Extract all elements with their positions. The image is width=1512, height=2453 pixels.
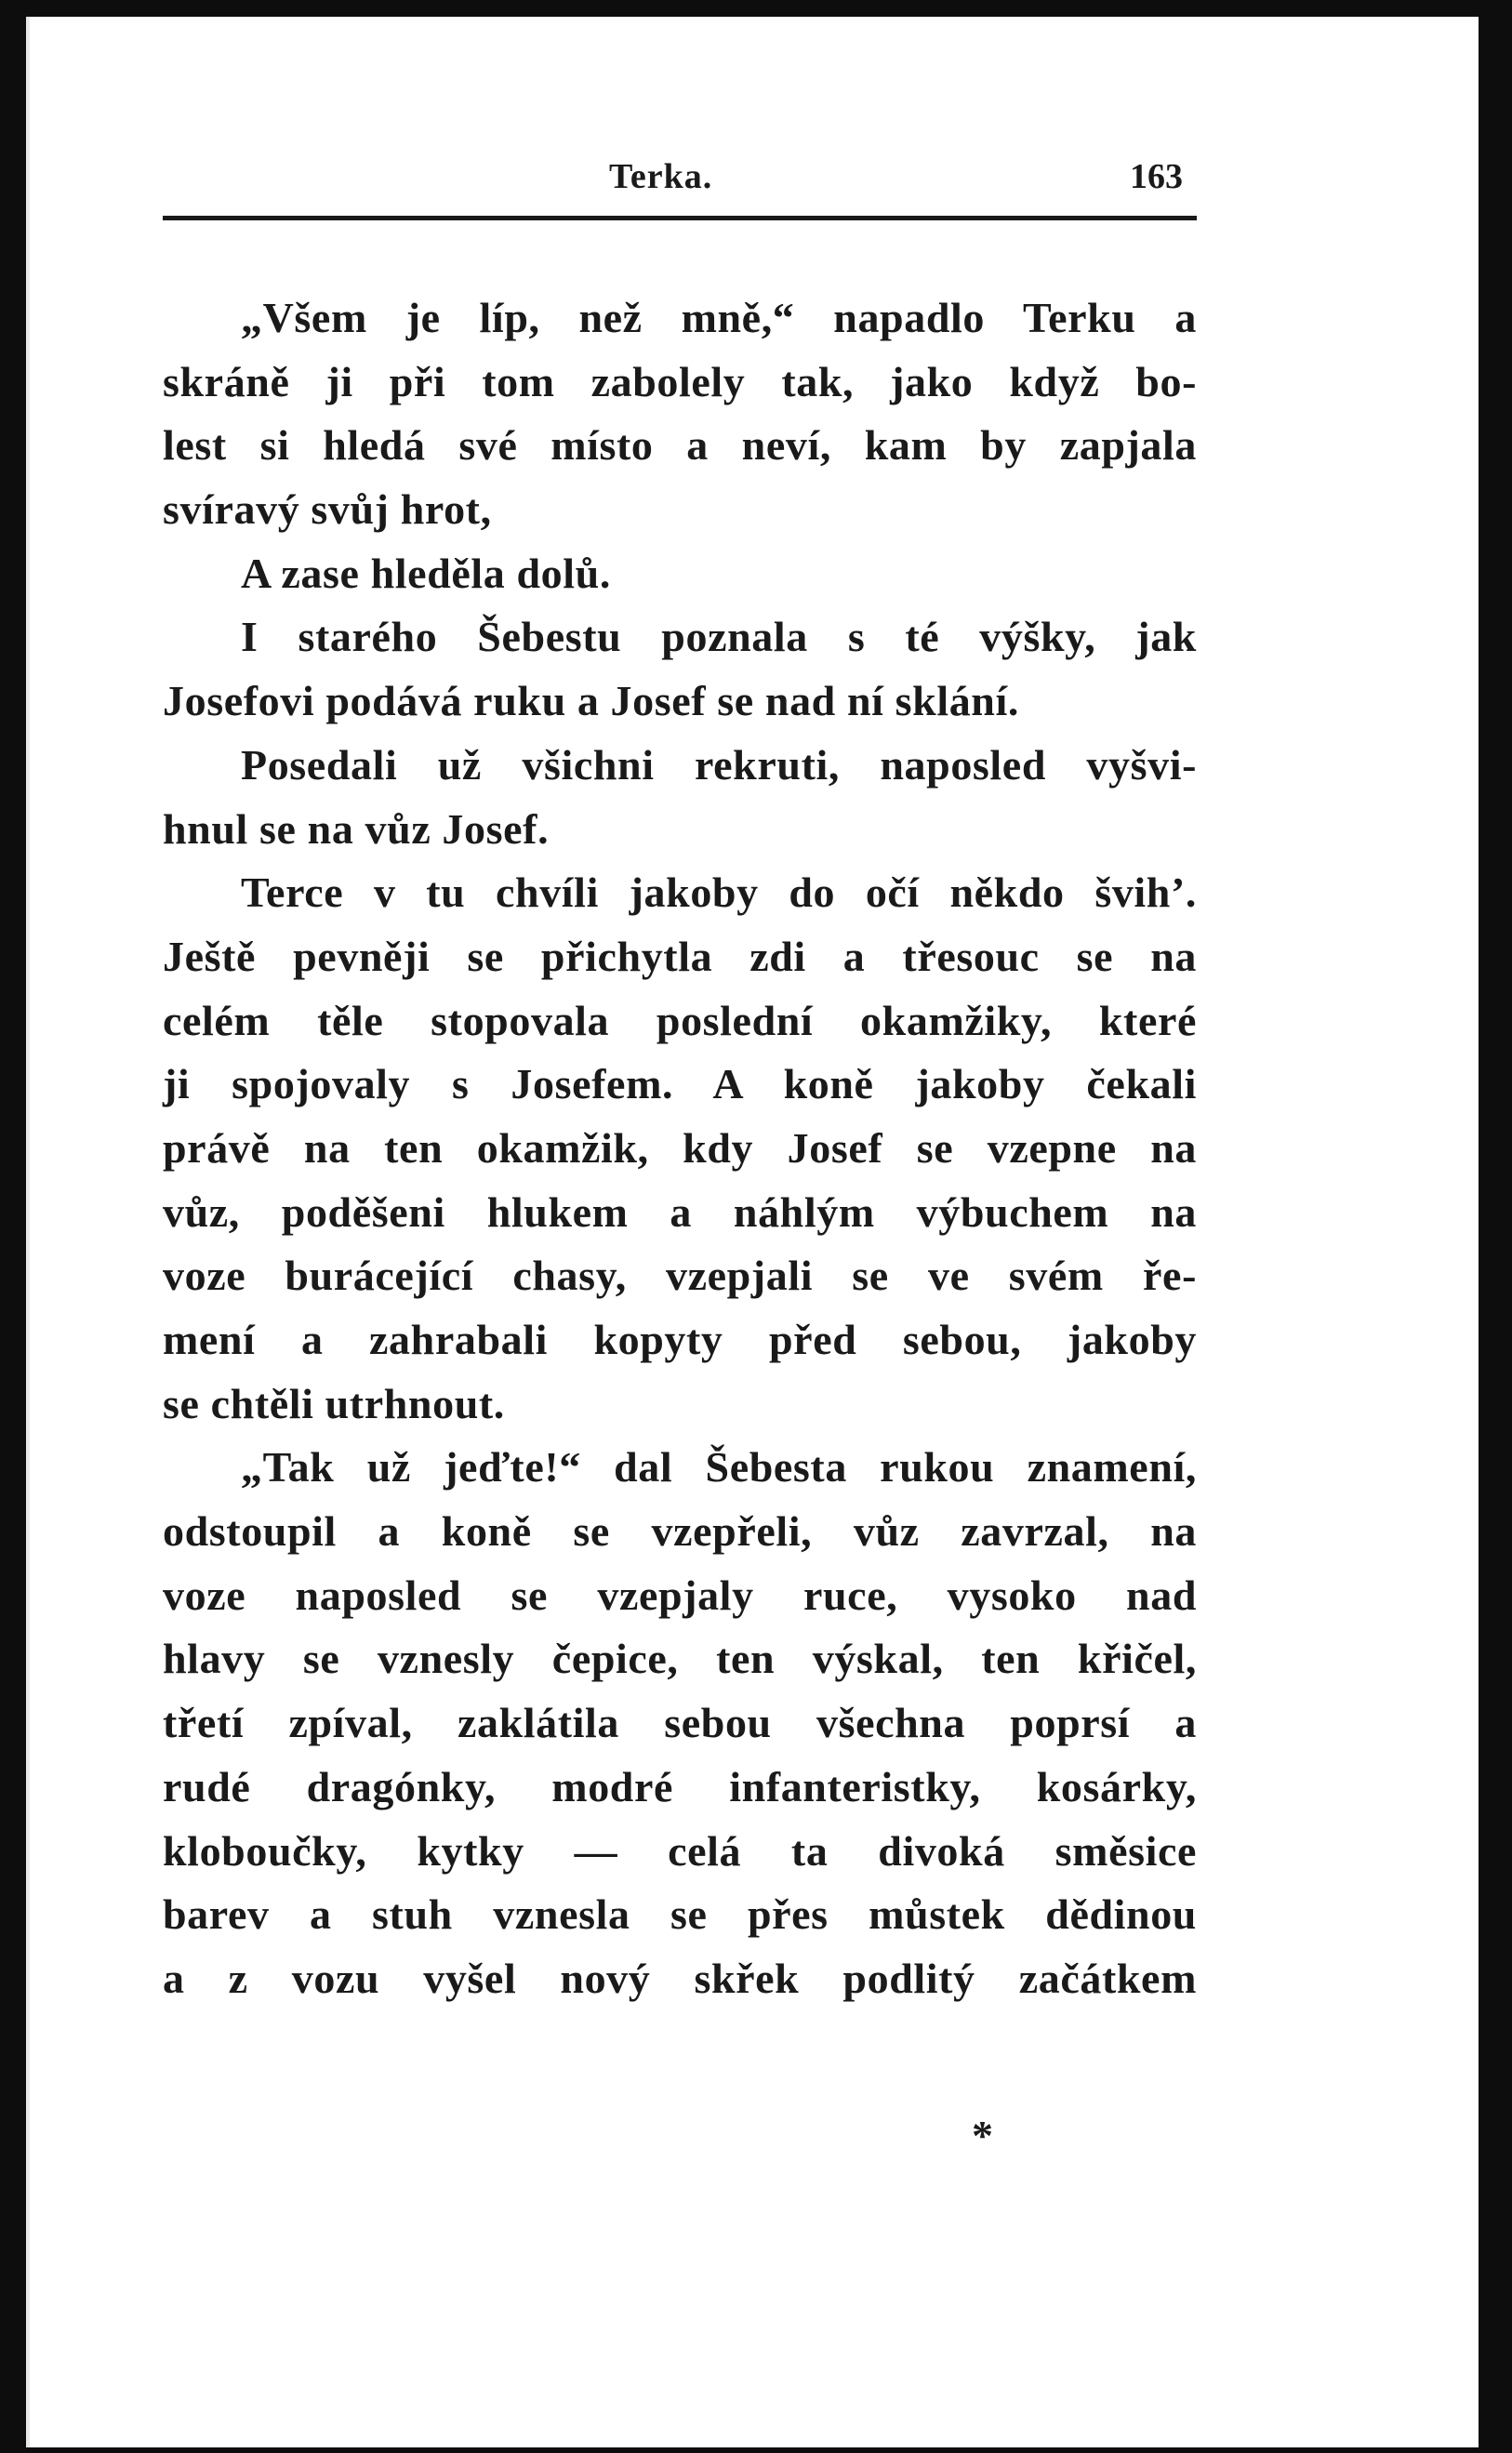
- text-line: lest si hledá své místo a neví, kam by zapjala: [163, 421, 1197, 470]
- page-edge-line: [26, 17, 30, 2453]
- text-line: právě na ten okamžik, kdy Josef se vzepne na: [163, 1123, 1197, 1172]
- signature-mark: *: [972, 2112, 993, 2159]
- text-line: vůz, poděšeni hlukem a náhlým výbuchem na: [163, 1187, 1197, 1236]
- text-line: svíravý svůj hrot,: [163, 485, 492, 534]
- body-text: [163, 286, 1197, 2011]
- text-line: hnul se na vůz Josef.: [163, 804, 550, 853]
- text-line: Posedali už všichni rekruti, naposled vyšvi-: [241, 740, 1197, 789]
- text-line: se chtěli utrhnout.: [163, 1379, 505, 1427]
- text-line: mení a zahrabali kopyty před sebou, jakoby: [163, 1316, 1197, 1363]
- scan-border-left: [0, 0, 26, 2453]
- text-line: I starého Šebestu poznala s té výšky, jak: [241, 613, 1197, 661]
- text-line: barev a stuh vznesla se přes můstek dědinou: [163, 1890, 1197, 1939]
- header-rule: [163, 216, 1197, 220]
- text-line: Terce v tu chvíli jakoby do očí někdo švih’.: [241, 868, 1197, 917]
- text-line: „Všem je líp, než mně,“ napadlo Terku a: [241, 294, 1197, 341]
- scan-border-bottom: [0, 2447, 1512, 2453]
- text-line: rudé dragónky, modré infanteristky, kosárky,: [163, 1762, 1197, 1810]
- text-line: hlavy se vznesly čepice, ten výskal, ten křičel,: [163, 1635, 1197, 1683]
- scan-border-top: [0, 0, 1512, 17]
- text-line: třetí zpíval, zaklátila sebou všechna poprsí a: [163, 1699, 1197, 1747]
- text-line: kloboučky, kytky — celá ta divoká směsice: [163, 1826, 1197, 1875]
- text-line: Josefovi podává ruku a Josef se nad ní sklání.: [163, 677, 1019, 725]
- text-line: skráně ji při tom zabolely tak, jako když bo-: [163, 357, 1197, 405]
- text-line: voze naposled se vzepjaly ruce, vysoko nad: [163, 1571, 1197, 1619]
- text-line: a z vozu vyšel nový skřek podlitý začátkem: [163, 1954, 1197, 2002]
- text-line: odstoupil a koně se vzepřeli, vůz zavrzal, na: [163, 1507, 1197, 1556]
- text-line: voze burácející chasy, vzepjali se ve svém ře-: [163, 1252, 1197, 1300]
- scan-border-right: [1479, 0, 1512, 2453]
- running-header-title: Terka.: [609, 157, 713, 196]
- text-line: celém těle stopovala poslední okamžiky, které: [163, 996, 1197, 1044]
- text-line: A zase hleděla dolů.: [241, 549, 611, 597]
- text-line: ji spojovaly s Josefem. A koně jakoby čekali: [163, 1060, 1197, 1108]
- text-line: „Tak už jeďte!“ dal Šebesta rukou znamení,: [241, 1443, 1197, 1492]
- text-line: Ještě pevněji se přichytla zdi a třesouc se na: [163, 932, 1197, 980]
- page-number: 163: [1130, 157, 1183, 196]
